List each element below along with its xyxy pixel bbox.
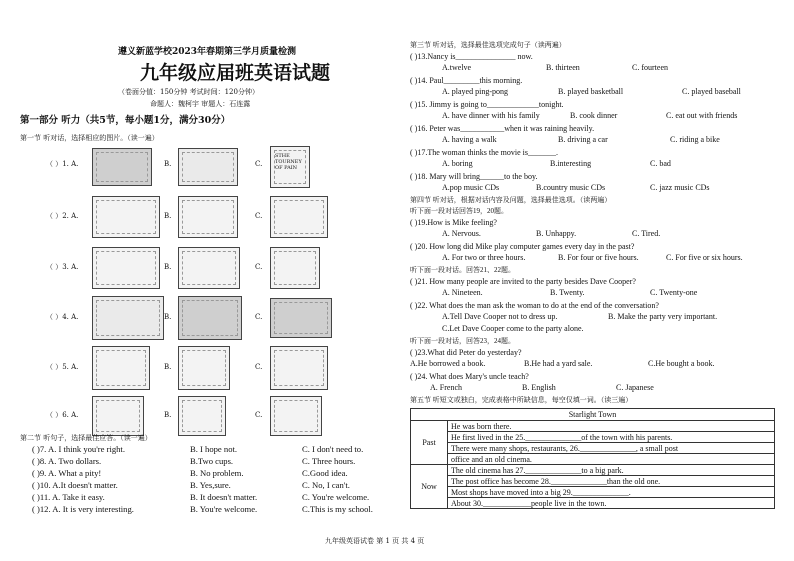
option-a: ( )8. A. Two dollars. [32,456,102,466]
picture-option-b [178,396,226,436]
now-label: Now [411,465,448,509]
option-a: ( )12. A. It is very interesting. [32,504,134,514]
exam-info: （卷面分值：150分钟 考试时间：120分钟） [118,88,259,96]
question-number: （ ）1. A. [46,160,79,168]
now-line: The old cinema has 27.______________to a big park. [448,465,775,476]
option-c: C.Let Dave Cooper come to the party alone. [442,324,584,333]
section3-instructions: 第三节 听对话，选择最佳选项完成句子（读两遍） [410,41,566,49]
option-a: ( )9. A. What a pity! [32,468,102,478]
question-23 [410,347,782,371]
option-a: A. played ping-pong [442,87,508,96]
option-label-b: B. [164,363,172,371]
section2-instructions: 第二节 听句子，选择最佳应答。（读一遍） [20,434,152,442]
option-label-c: C. [255,363,263,371]
option-a: A.pop music CDs [442,183,500,192]
section4-instructions: 第四节 听对话，根据对话内容及问题，选择最佳选项。（读两遍） [410,196,612,204]
option-c: C. You're welcome. [302,492,370,502]
question-number: （ ）5. A. [46,363,79,371]
section1-instructions: 第一节 听对话，选择相应的图片。（读一遍） [20,134,159,142]
past-line: He was born there. [448,421,775,432]
option-c: C.He bought a book. [648,359,715,368]
option-label-b: B. [164,411,172,419]
option-a: A. have dinner with his family [442,111,540,120]
question-stem: ( )18. Mary will bring______to the boy. [410,172,538,181]
option-b: B. No problem. [190,468,244,478]
table-title: Starlight Town [411,409,775,421]
section5-instructions: 第五节 听短文或独白，完成表格中所缺信息，每空仅填一词。（读三遍） [410,396,633,404]
question-18 [410,171,782,195]
option-b: B. I hope not. [190,444,238,454]
question-stem: ( )16. Peter was___________when it was raining heavily. [410,124,595,133]
question-stem: ( )19.How is Mike feeling? [410,218,497,227]
question-number: （ ）6. A. [46,411,79,419]
option-a: A. For two or three hours. [442,253,526,262]
question-16 [410,123,782,147]
option-c: C. fourteen [632,63,668,72]
past-label: Past [411,421,448,465]
option-label-b: B. [164,263,172,271]
picture-option-c [270,346,328,390]
picture-option-c [270,247,320,289]
option-a: ( )7. A. I think you're right. [32,444,125,454]
option-c: C. Three hours. [302,456,356,466]
option-label-c: C. [255,212,263,220]
option-c: C.This is my school. [302,504,373,514]
question-21 [410,276,782,300]
book-cover-text: STHE TOURNEY OF PAIN [275,153,302,171]
question-stem: ( )21. How many people are invited to the party besides Dave Cooper? [410,277,636,286]
option-label-b: B. [164,160,172,168]
question-13 [410,51,782,75]
option-b: B.interesting [550,159,592,168]
question-number: （ ）4. A. [46,313,79,321]
part1-heading: 第一部分 听力（共5节，每小题1分，满分30分） [20,115,231,126]
option-a: ( )10. A.It doesn't matter. [32,480,118,490]
option-c: C. For five or six hours. [666,253,743,262]
option-a: A. boring [442,159,473,168]
picture-option-c [270,196,328,238]
question-stem: ( )23.What did Peter do yesterday? [410,348,522,357]
option-b: B. played basketball [558,87,624,96]
option-c: C. riding a bike [670,135,720,144]
option-c: C. Japanese [616,383,654,392]
question-stem: ( )24. What does Mary's uncle teach? [410,372,529,381]
option-b: B. For four or five hours. [558,253,639,262]
past-line: There were many shops, restaurants, 26.______________, a small post [448,443,775,454]
now-line: Most shops have moved into a big 29.______________. [448,487,775,498]
past-line: He first lived in the 25.______________of the town with his parents. [448,432,775,443]
option-a: A.twelve [442,63,472,72]
exam-authors: 命题人：魏柯宇 审题人：石连露 [150,100,251,108]
picture-option-a [92,346,150,390]
option-label-c: C. [255,313,263,321]
exam-title: 九年级应届班英语试题 [140,62,331,84]
picture-option-b [178,196,238,238]
option-a: A.He borrowed a book. [410,359,486,368]
picture-option-b [178,296,242,340]
past-line: office and an old cinema. [448,454,775,465]
dialogue-intro-21-22: 听下面一段对话。回答21、22题。 [410,266,515,274]
question-number: （ ）3. A. [46,263,79,271]
option-b: B. Yes,sure. [190,480,231,490]
option-b: B. It doesn't matter. [190,492,258,502]
question-stem: ( )20. How long did Mike play computer games every day in the past? [410,242,635,251]
question-14 [410,75,782,99]
option-b: B. driving a car [558,135,608,144]
option-c: C.Good idea. [302,468,348,478]
school-name: 遵义新蓝学校2023年春期第三学月质量检测 [118,47,297,57]
option-label-c: C. [255,263,263,271]
page-footer: 九年级英语试卷 第 1 页 共 4 页 [325,537,425,545]
picture-option-c [270,298,332,338]
option-c: C. I don't need to. [302,444,364,454]
picture-option-c [270,146,310,188]
picture-option-c [270,396,322,436]
option-b: B. English [522,383,556,392]
question-24 [410,371,782,395]
option-label-c: C. [255,411,263,419]
option-c: C. Twenty-one [650,288,698,297]
option-c: C. eat out with friends [666,111,738,120]
option-c: C. bad [650,159,671,168]
option-a: A.Tell Dave Cooper not to dress up. [442,312,558,321]
question-number: （ ）2. A. [46,212,79,220]
now-line: The post office has become 28.______________than the old one. [448,476,775,487]
picture-option-b [178,247,240,289]
option-label-b: B. [164,313,172,321]
option-a: A. Nineteen. [442,288,483,297]
question-15 [410,99,782,123]
picture-option-b [178,148,238,186]
right-column [410,40,782,406]
picture-option-a [92,148,152,186]
option-c: C. Tired. [632,229,661,238]
option-c: C. No, I can't. [302,480,350,490]
question-19 [410,217,782,241]
question-stem: ( )22. What does the man ask the woman to do at the end of the conversation? [410,301,659,310]
picture-option-a [92,296,164,340]
option-a: A. French [430,383,462,392]
question-stem: ( )14. Paul_________this morning. [410,76,523,85]
option-b: B. thirteen [546,63,580,72]
option-label-c: C. [255,160,263,168]
option-b: B.He had a yard sale. [524,359,593,368]
option-c: C. played baseball [682,87,741,96]
question-22 [410,300,782,336]
picture-option-a [92,247,160,289]
question-stem: ( )13.Nancy is_______________ now. [410,52,533,61]
option-b: B. Unhappy. [536,229,577,238]
dialogue-intro-23-24: 听下面一段对话，回答23，24题。 [410,337,515,345]
picture-option-b [178,346,230,390]
dialogue-intro-19-20: 听下面一段对话回答19，20题。 [410,207,508,215]
question-20 [410,241,782,265]
option-b: B.country music CDs [536,183,606,192]
now-line: About 30.____________people live in the town. [448,498,775,509]
option-a: A. having a walk [442,135,497,144]
option-b: B. cook dinner [570,111,618,120]
question-stem: ( )15. Jimmy is going to_____________tonight. [410,100,564,109]
option-a: A. Nervous. [442,229,481,238]
option-c: C. jazz music CDs [650,183,710,192]
picture-option-a [92,196,160,238]
option-b: B. You're welcome. [190,504,258,514]
option-label-b: B. [164,212,172,220]
option-a: ( )11. A. Take it easy. [32,492,105,502]
option-b: B. Twenty. [550,288,585,297]
option-b: B.Two cups. [190,456,234,466]
question-17 [410,147,782,171]
option-b: B. Make the party very important. [608,312,718,321]
picture-option-a [92,396,144,436]
starlight-town-table [410,408,775,509]
question-stem: ( )17.The woman thinks the movie is_______. [410,148,558,157]
